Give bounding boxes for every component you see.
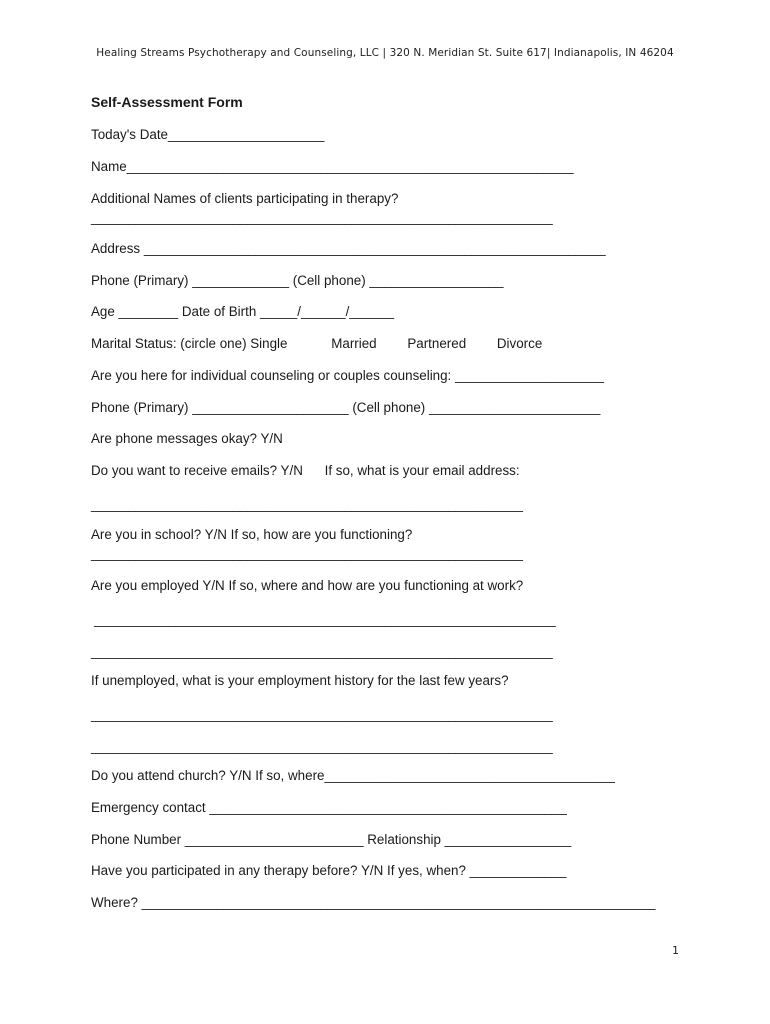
unemployed-field-2[interactable]: ______________________________________________________________ bbox=[91, 739, 553, 754]
employed-question: Are you employed Y/N If so, where and how are you functioning at work? bbox=[91, 578, 524, 593]
phone-relationship-field[interactable]: Phone Number ________________________ Relationship _________________ bbox=[91, 832, 572, 847]
additional-names-field[interactable]: ______________________________________________________________ bbox=[91, 210, 553, 225]
form-title: Self-Assessment Form bbox=[91, 94, 243, 110]
where-field[interactable]: Where? _____________________________________________________________________ bbox=[91, 895, 656, 910]
employed-field-1[interactable]: ______________________________________________________________ bbox=[94, 612, 556, 627]
email-address-field[interactable]: __________________________________________________________ bbox=[91, 497, 523, 512]
school-question: Are you in school? Y/N If so, how are you functioning? bbox=[91, 527, 413, 542]
counseling-type-field[interactable]: Are you here for individual counseling or couples counseling: ____________________ bbox=[91, 368, 604, 383]
emergency-contact-field[interactable]: Emergency contact ________________________________________________ bbox=[91, 800, 567, 815]
marital-status-row bbox=[91, 336, 542, 352]
prior-therapy-field[interactable]: Have you participated in any therapy before? Y/N If yes, when? _____________ bbox=[91, 863, 567, 878]
name-field[interactable]: Name____________________________________________________________ bbox=[91, 159, 574, 174]
emails-row bbox=[91, 463, 520, 479]
phone-cell-field-1[interactable]: Phone (Primary) _____________ (Cell phone) __________________ bbox=[91, 273, 504, 288]
age-dob-field[interactable]: Age ________ Date of Birth _____/______/______ bbox=[91, 304, 395, 319]
unemployed-field-1[interactable]: ______________________________________________________________ bbox=[91, 707, 553, 722]
marital-option-divorce[interactable]: Divorce bbox=[496, 336, 543, 351]
marital-option-married[interactable]: Married bbox=[331, 336, 377, 351]
page-header: Healing Streams Psychotherapy and Counseling, LLC | 320 N. Meridian St. Suite 617| Indianapolis, IN 46204 bbox=[96, 47, 674, 59]
marital-option-partnered[interactable]: Partnered bbox=[407, 336, 467, 351]
employed-field-2[interactable]: ______________________________________________________________ bbox=[91, 644, 553, 659]
email-address-question: If so, what is your email address: bbox=[324, 463, 520, 478]
phone-messages-question[interactable]: Are phone messages okay? Y/N bbox=[91, 431, 283, 446]
emails-question[interactable]: Do you want to receive emails? Y/N bbox=[91, 463, 303, 478]
address-field[interactable]: Address ______________________________________________________________ bbox=[91, 241, 606, 256]
church-field[interactable]: Do you attend church? Y/N If so, where_______________________________________ bbox=[91, 768, 615, 783]
phone-cell-field-2[interactable]: Phone (Primary) _____________________ (Cell phone) _______________________ bbox=[91, 400, 601, 415]
unemployed-question: If unemployed, what is your employment history for the last few years? bbox=[91, 673, 509, 688]
todays-date-field[interactable]: Today's Date_____________________ bbox=[91, 127, 325, 142]
additional-names-question: Additional Names of clients participating in therapy? bbox=[91, 191, 399, 206]
marital-status-label[interactable]: Marital Status: (circle one) Single bbox=[91, 336, 288, 351]
school-field[interactable]: __________________________________________________________ bbox=[91, 546, 523, 561]
page-number: 1 bbox=[672, 944, 679, 957]
